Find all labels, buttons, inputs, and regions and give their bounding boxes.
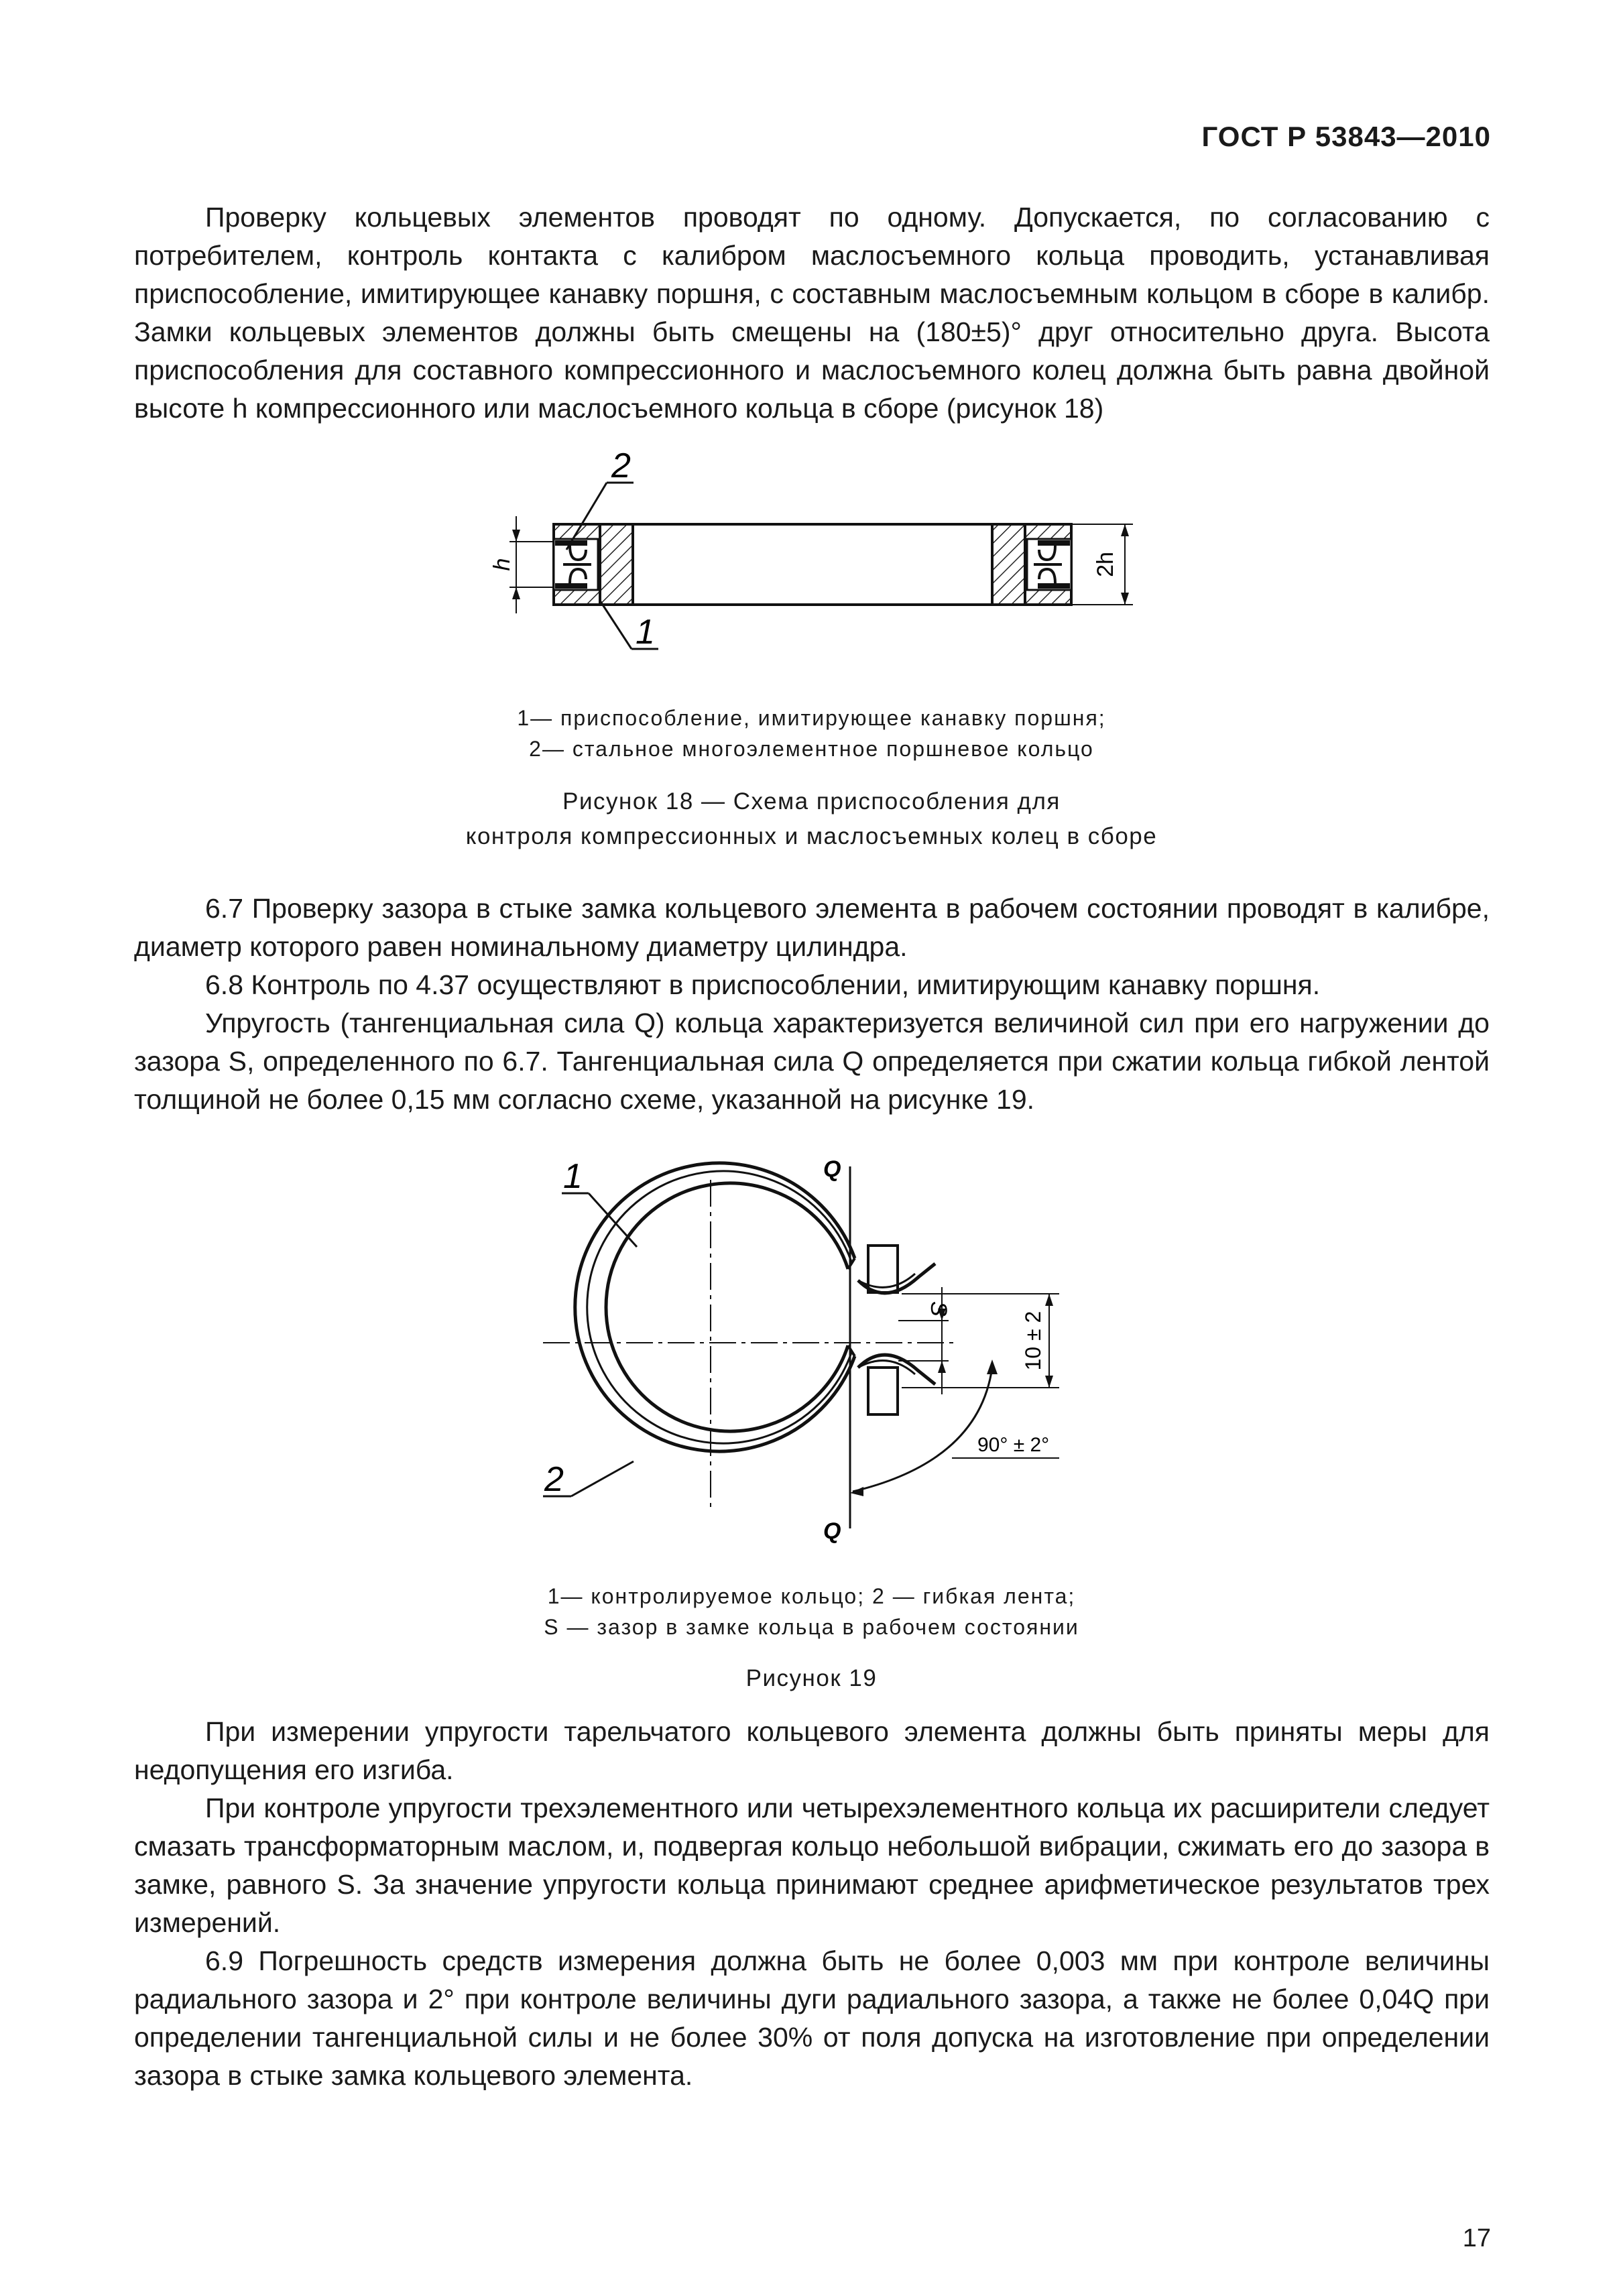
figure-18-diagram <box>469 442 1180 684</box>
legend-line: 1— контролируемое кольцо; 2 — гибкая лента; <box>547 1584 1076 1608</box>
paragraph-text: Проверку кольцевых элементов проводят по одному. Допускается, по согласованию с потребителем, контроль контакта с калибром маслосъемного кольца проводить, устанавливая приспособление, имитирующее канавку поршня, с составным маслосъемным кольцом в сборе в калибр. Замки кольцевых элементов должны быть смещены на (180±5)° друг относительно друга. Высота приспособления для составного компрессионного и маслосъемного колец должна быть равна двойной высоте h компрессионного или маслосъемного кольца в сборе (рисунок 18) <box>134 202 1490 424</box>
label-h: h <box>489 558 515 571</box>
document-header: ГОСТ Р 53843—2010 <box>1201 121 1491 152</box>
label-2: 2 <box>544 1460 564 1499</box>
paragraph-text: 6.9 Погрешность средств измерения должна быть не более 0,003 мм при контроле величины радиального зазора и 2° при контроле величины дуги радиального зазора, а также не более 0,04Q при определении тангенциальной силы и не более 30% от поля допуска на изготовление при определении зазора в стыке замка кольцевого элемента. <box>134 1945 1490 2091</box>
figure-18-caption <box>0 784 1623 854</box>
legend-line: S — зазор в замке кольца в рабочем состоянии <box>544 1615 1079 1639</box>
label-angle: 90° ± 2° <box>977 1434 1050 1456</box>
label-2h: 2h <box>1093 552 1118 577</box>
paragraph-text: 6.7 Проверку зазора в стыке замка кольцевого элемента в рабочем состоянии проводят в калибре, диаметр которого равен номинальному диаметру цилиндра. <box>134 893 1490 962</box>
fixture-right <box>992 524 1071 605</box>
paragraph-text: При измерении упругости тарельчатого кольцевого элемента должны быть приняты меры для недопущения его изгиба. <box>134 1716 1490 1785</box>
paragraph-text: При контроле упругости трехэлементного или четырехэлементного кольца их расширители следует смазать трансформаторным маслом, и, подвергая кольцо небольшой вибрации, сжимать его до зазора в замке, равного S. За значение упругости кольца принимают среднее арифметическое результатов трех измерений. <box>134 1793 1490 1938</box>
fixture-left <box>554 524 633 605</box>
label-1: 1 <box>563 1157 583 1196</box>
figure-19-diagram <box>523 1146 1113 1555</box>
caption-line: контроля компрессионных и маслосъемных колец в сборе <box>465 823 1158 849</box>
paragraph-ring-check <box>134 198 1490 428</box>
paragraph-section-6-7 <box>134 890 1490 1119</box>
paragraph-text: Упругость (тангенциальная сила Q) кольца характеризуется величиной сил при его нагружении до зазора S, определенного по 6.7. Тангенциальная сила Q определяется при сжатии кольца гибкой лентой толщиной не более 0,15 мм согласно схеме, указанной на рисунке 19. <box>134 1008 1490 1115</box>
caption-line: Рисунок 18 — Схема приспособления для <box>562 788 1061 814</box>
label-dim-10: 10 ± 2 <box>1021 1311 1045 1371</box>
paragraph-text: 6.8 Контроль по 4.37 осуществляют в приспособлении, имитирующим канавку поршня. <box>205 969 1321 1000</box>
label-1: 1 <box>636 613 655 652</box>
legend-line: 1— приспособление, имитирующее канавку поршня; <box>517 706 1106 730</box>
page-number: 17 <box>1462 2224 1491 2252</box>
figure-18-legend <box>0 703 1623 764</box>
paragraph-elasticity <box>134 1713 1490 2095</box>
label-s: S <box>926 1301 951 1317</box>
figure-19-caption: Рисунок 19 <box>745 1665 878 1691</box>
label-2: 2 <box>611 446 631 485</box>
legend-line: 2— стальное многоэлементное поршневое кольцо <box>529 737 1094 761</box>
figure-19-legend <box>0 1581 1623 1642</box>
label-q-top: Q <box>823 1156 841 1182</box>
label-q-bottom: Q <box>823 1518 841 1544</box>
